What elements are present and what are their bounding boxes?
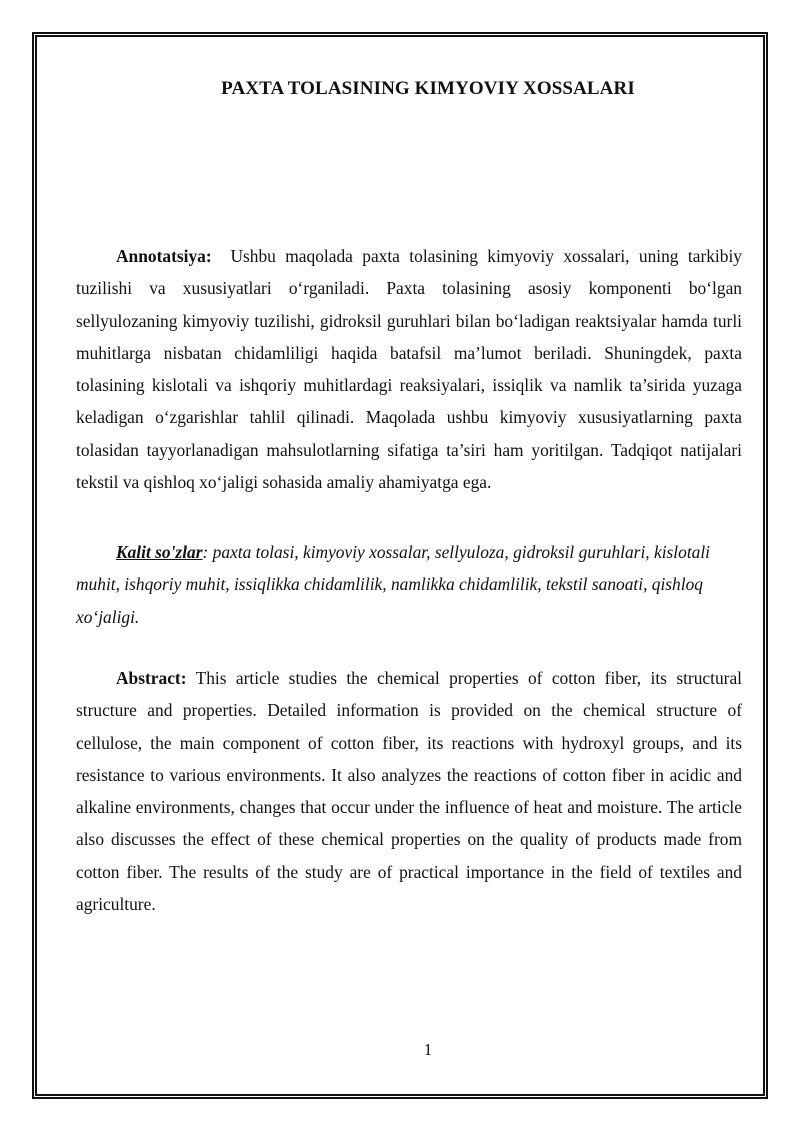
annotation-paragraph [76,240,742,498]
annotation-text: Ushbu maqolada paxta tolasining kimyoviy xossalari, uning tarkibiy tuzilishi va xususiyatlari o‘rganiladi. Paxta tolasining asosiy komponenti bo‘lgan sellyulozaning kimyoviy tuzilishi, gidroksil guruhlari bilan bo‘ladigan reaktsiyalar hamda turli muhitlarga nisbatan chidamliligi haqida batafsil ma’lumot beriladi. Shuningdek, paxta tolasining kislotali va ishqoriy muhitlardagi reaksiyalari, issiqlik va namlik ta’sirida yuzaga keladigan o‘zgarishlar tahlil qilinadi. Maqolada ushbu kimyoviy xususiyatlarning paxta tolasidan tayyorlanadigan mahsulotlarning sifatiga ta’siri ham yoritilgan. Tadqiqot natijalari tekstil va qishloq xo‘jaligi sohasida amaliy ahamiyatga ega. [76,246,742,493]
abstract-paragraph [76,662,742,920]
annotation-label: Annotatsiya: [116,246,212,266]
keywords-text: : paxta tolasi, kimyoviy xossalar, sellyuloza, gidroksil guruhlari, kislotali muhit, ishqoriy muhit, issiqlikka chidamlilik, namlikka chidamlilik, tekstil sanoati, qishloq xo‘jaligi. [76,542,711,627]
abstract-text: This article studies the chemical properties of cotton fiber, its structural structure and properties. Detailed information is provided on the chemical structure of cellulose, the main component of cotton fiber, its reactions with hydroxyl groups, and its resistance to various environments. It also analyzes the reactions of cotton fiber in acidic and alkaline environments, changes that occur under the influence of heat and moisture. The article also discusses the effect of these chemical properties on the quality of products made from cotton fiber. The results of the study are of practical importance in the field of textiles and agriculture. [76,668,742,915]
page-number: 1 [423,1040,433,1059]
keywords-label: Kalit so'zlar [116,542,203,562]
keywords-paragraph [76,536,742,633]
document-title: PAXTA TOLASINING KIMYOVIY XOSSALARI [221,78,635,99]
abstract-label: Abstract: [116,668,187,688]
